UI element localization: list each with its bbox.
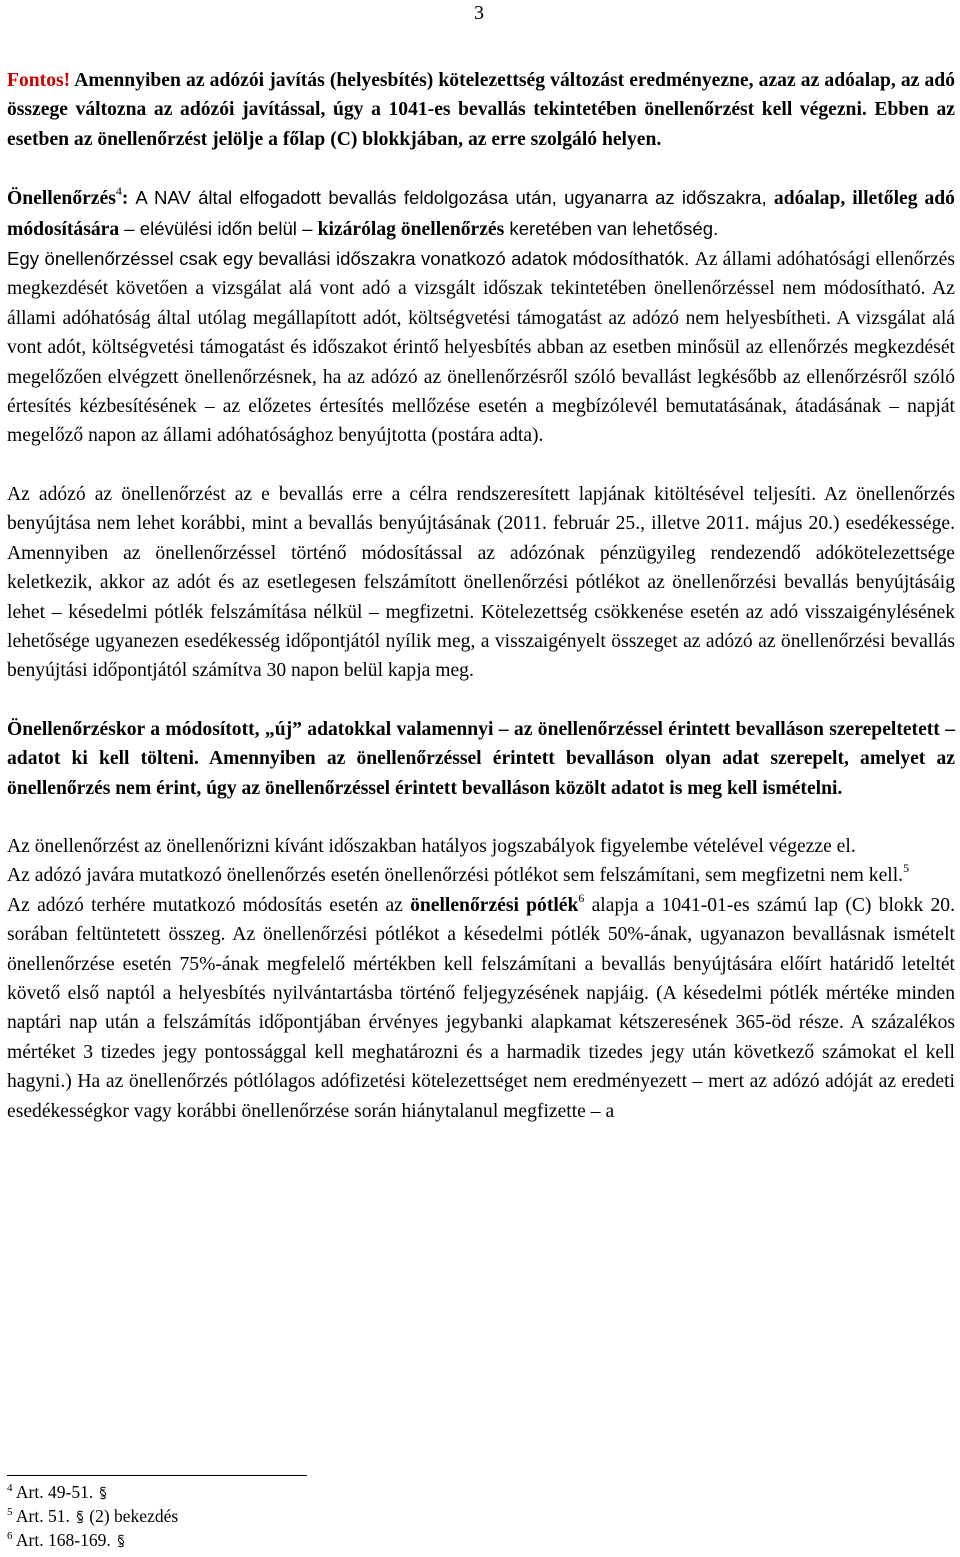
important-notice-paragraph [7,66,955,154]
footnote-5 [7,1504,178,1528]
footnote-text: Art. 49-51. [15,1482,94,1502]
document-body [7,66,955,1126]
audit-restriction-paragraph [7,244,955,451]
footnote-number: 4 [7,1482,13,1494]
submission-text: Az adózó az önellenőrzést az e bevallás erre a célra rendszeresített lapjának kitöltésével teljesíti. Az önellenőrzés benyújtása nem lehet korábbi, mint a bevallás benyújtásának (2011. február 25., illetve 2011. május 20.) esedékessége. Amennyiben az önellenőrzéssel történő módosítással az adózónak pénzügyileg rendezendő adókötelezettsége keletkezik, akkor az adót és az esetlegesen felszámított önellenőrzési pótlékot az önellenőrzési bevallás benyújtásáig lehet – késedelmi pótlék felszámítása nélkül – megfizetni. Kötelezettség csökkenése esetén az adó visszaigénylésének lehetősége ugyanezen esedékesség időpontjától nyílik meg, a visszaigényelt összeget az adózó az önellenőrzési bevallás benyújtási időpontjától számítva 30 napon belül kapja meg. [7,483,955,682]
new-data-paragraph [7,715,955,803]
self-revision-definition [7,183,955,244]
important-label: Fontos! [7,70,71,91]
audit-restriction-lead: Egy önellenőrzéssel csak egy bevallási időszakra vonatkozó adatok módosíthatók. [7,248,695,270]
footnote-number: 5 [7,1506,13,1518]
footnotes [7,1480,178,1552]
footnote-ref-6: 6 [578,890,585,905]
definition-colon: : [121,188,136,210]
surcharge-text-2: alapja a 1041-01-es számú lap (C) blokk 20. sorában feltüntetett összeg. Az önellenőrzési pótlékot a késedelmi pótlék 50%-ának, ugyanazon bevallásnak ismételt önellenőrzése esetén 75%-ának megfelelő mértékben kell felszámítani a bevallás benyújtására előírt határidő leteltét követő első naptól a helyesbítés nyilvántartásba történő feljegyzésének napjáig. (A késedelmi pótlék mértéke minden naptári nap után a felszámítás időpontjában érvényes jegybanki alapkamat kétszeresének 365-öd része. A százalékos mértéket 3 tizedes jegy pontossággal kell meghatározni és a harmadik tizedes jegy után következő számokat el kell hagyni.) Ha az önellenőrzés pótlólagos adófizetési kötelezettséget nem eredményezett – mert az adózó adóját az eredeti esedékességkor vagy korábbi önellenőrzése során hiánytalanul megfizette – a [7,894,956,1122]
section-sign-icon [98,1486,108,1500]
definition-bold-2: kizárólag önellenőrzés [317,218,505,240]
footnote-6 [7,1528,178,1552]
important-notice-text: Amennyiben az adózói javítás (helyesbítés) kötelezettség változást eredményezne, azaz az adóalap, az adó összege változna az adózói javítással, úgy a 1041-es bevallás tekintetében önellenőrzést kell végezni. [7,70,955,121]
footnote-text-tail: (2) bekezdés [89,1506,179,1526]
important-notice-instruction: Ebben az esetben az önellenőrzést jelölje a főlap (C) blokkjában, az erre szolgáló helyen. [7,99,955,150]
footnote-number: 6 [7,1530,13,1542]
definition-text-3: keretében van lehetőség. [504,217,719,239]
surcharge-paragraph [7,891,955,1126]
self-revision-term: Önellenőrzés [7,188,116,210]
footnote-4 [7,1480,178,1504]
surcharge-term: önellenőrzési pótlék [410,894,579,916]
submission-paragraph [7,480,955,686]
audit-restriction-text: Az állami adóhatósági ellenőrzés megkezdését követően a vizsgálat alá vont adó a vizsgált időszak tekintetében önellenőrzéssel nem módosítható. Az állami adóhatóság által utólag megállapított adót, költségvetési támogatást az adózó nem helyesbítheti. A vizsgálat alá vont adót, költségvetési támogatást és időszakot érintő helyesbítés abban az esetben minősül az ellenőrzés megkezdését megelőzően elvégzett önellenőrzésnek, ha az adózó az önellenőrzésről szóló bevallást legkésőbb az ellenőrzésről szóló értesítés kézbesítésének – az előzetes értesítés mellőzése esetén a megbízólevél bemutatásának, átadásának – napját megelőző napon az állami adóhatósághoz benyújtotta (postára adta). [7,249,955,447]
footnote-separator [7,1475,307,1476]
footnote-ref-5: 5 [903,861,910,876]
definition-bold-1: adóalap, illetőleg adó módosítására [7,188,955,240]
definition-text-1: A NAV által elfogadott bevallás feldolgozása után, ugyanarra az időszakra, [135,187,774,209]
section-sign-icon [116,1534,126,1548]
section-sign-icon [75,1510,85,1524]
definition-text-2: – elévülési időn belül – [119,217,318,239]
surcharge-text-1: Az adózó terhére mutatkozó módosítás esetén az [7,894,411,916]
taxpayer-favor-paragraph [7,861,955,890]
footnote-ref-4: 4 [115,184,122,199]
applicable-law-paragraph [7,832,955,861]
applicable-law-text: Az önellenőrzést az önellenőrizni kívánt időszakban hatályos jogszabályok figyelembe vételével végezze el. [7,835,856,857]
footnote-text: Art. 168-169. [15,1530,111,1550]
footnote-text: Art. 51. [15,1506,70,1526]
taxpayer-favor-text: Az adózó javára mutatkozó önellenőrzés esetén önellenőrzési pótlékot sem felszámítani, sem megfizetni nem kell. [7,865,904,887]
new-data-text: Önellenőrzéskor a módosított, „új” adatokkal valamennyi – az önellenőrzéssel érintett bevalláson szerepeltetett – adatot ki kell tölteni. Amennyiben az önellenőrzéssel érintett bevalláson olyan adat szerepelt, amelyet az önellenőrzés nem érint, úgy az önellenőrzéssel érintett bevalláson közölt adatot is meg kell ismételni. [7,718,955,799]
page-number: 3 [474,2,484,24]
